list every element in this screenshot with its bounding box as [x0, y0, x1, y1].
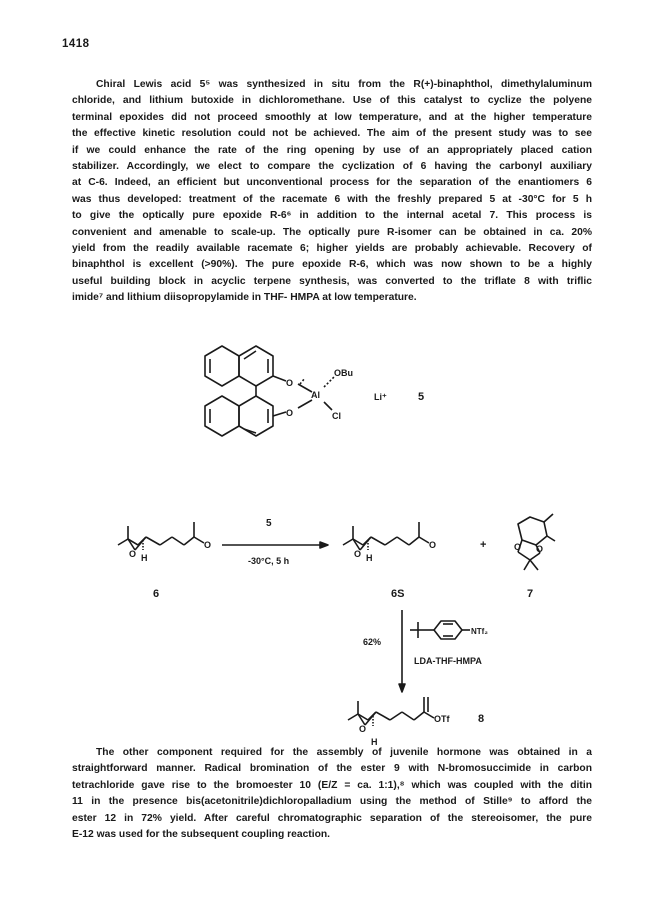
arrow-reagent: 5	[266, 518, 272, 529]
epoxide-h-6s: H	[366, 553, 373, 563]
plus-sign: +	[480, 539, 487, 551]
text-line: tetrachloride gave rise to the bromoester 10 (E/Z = ca. 1:1),⁸ which was coupled with the ditin	[72, 779, 592, 791]
acetal-o-1: O	[514, 542, 522, 552]
compound-label-6s: 6S	[391, 588, 405, 600]
compound-label-8: 8	[478, 713, 485, 725]
text-line: imide⁷ and lithium diisopropylamide in THF- HMPA at low temperature.	[72, 292, 417, 304]
paragraph-2	[72, 745, 592, 843]
catalyst-obu: OBu	[334, 368, 353, 378]
text-line: chloride, and lithium butoxide in dichloromethane. Use of this catalyst to cyclize the polyene	[72, 95, 592, 107]
text-line: if we could enhance the rate of the ring opening by use of an appropriately placed cation	[72, 144, 592, 156]
arrow-conditions: -30°C, 5 h	[248, 556, 290, 566]
catalyst-o-bottom: O	[286, 408, 294, 418]
reagent-conditions: LDA-THF-HMPA	[414, 656, 482, 666]
catalyst-cl: Cl	[332, 411, 341, 421]
text-line: straightforward manner. Radical bromination of the ester 9 with N-bromosuccimide in carbon	[72, 763, 592, 775]
epoxide-triflate-8-structure	[348, 697, 434, 726]
text-line: the effective kinetic resolution could not be achieved. The aim of the present study was to see	[72, 128, 592, 140]
epoxide-h-6: H	[141, 553, 148, 563]
text-line: yield from the readily available racemate 6; higher yields are probably achievable. Recovery of	[72, 243, 592, 255]
aryl-triflimide-reagent-structure	[410, 621, 470, 639]
acetal-o-2: O	[536, 544, 544, 554]
text-line: was thus developed: treatment of the racemate 6 with the freshly prepared 5 at -30°C for 5 h	[72, 193, 592, 205]
text-line: at C-6. Indeed, an efficient but unconventional process for the separation of the enantiomers 6	[72, 177, 592, 189]
carbonyl-o-6: O	[204, 540, 212, 550]
text-line: Chiral Lewis acid 5⁵ was synthesized in situ from the R(+)-binaphthol, dimethylaluminum	[96, 79, 592, 90]
epoxide-o-6s: O	[354, 549, 362, 559]
carbonyl-o-6s: O	[429, 540, 437, 550]
text-line: convenient and amenable to scale-up. The optically pure R-isomer can be obtained in ca. 20%	[72, 226, 592, 238]
otf-group: OTf	[434, 714, 450, 724]
compound-label-5: 5	[418, 391, 425, 403]
text-line: terminal epoxides did not proceed smoothly at low temperature, and at the higher temperature	[72, 111, 592, 123]
text-line: stabilizer. Accordingly, we elect to compare the cyclization of 6 having the carbonyl auxiliary	[72, 161, 592, 173]
epoxide-o-6: O	[129, 549, 137, 559]
yield-label: 62%	[363, 637, 382, 647]
text-line: E-12 was used for the subsequent coupling reaction.	[72, 829, 331, 841]
text-line: useful building block in acyclic terpene synthesis, was converted to the triflate 8 with triflic	[72, 275, 592, 287]
epoxide-o-8: O	[359, 724, 367, 734]
catalyst-li: Li⁺	[374, 392, 387, 402]
text-line: to give the optically pure epoxide R-6⁶ in addition to the internal acetal 7. This process is	[72, 210, 592, 222]
text-line: ester 12 in 72% yield. After careful chromatographic separation of the stereoisomer, the pure	[72, 812, 592, 824]
catalyst-o-top: O	[286, 378, 294, 388]
text-line: The other component required for the assembly of juvenile hormone was obtained in a	[96, 747, 592, 758]
compound-label-6: 6	[153, 588, 160, 600]
epoxide-h-8: H	[371, 737, 378, 747]
internal-acetal-7-structure	[518, 514, 555, 570]
epoxide-ketone-6S-structure	[343, 522, 429, 550]
epoxide-ketone-6-structure	[118, 522, 204, 550]
text-line: 11 in the presence bis(acetonitrile)dichloropalladium using the method of Stille⁹ to afford the	[72, 796, 592, 808]
page-number: 1418	[62, 38, 90, 50]
compound-label-7: 7	[527, 588, 534, 600]
catalyst-al: Al	[311, 390, 320, 400]
text-line: binaphthol is excellent (>90%). The pure epoxide R-6, which was now shown to be a highly	[72, 259, 592, 271]
reagent-ntf2: NTf₂	[471, 627, 488, 636]
